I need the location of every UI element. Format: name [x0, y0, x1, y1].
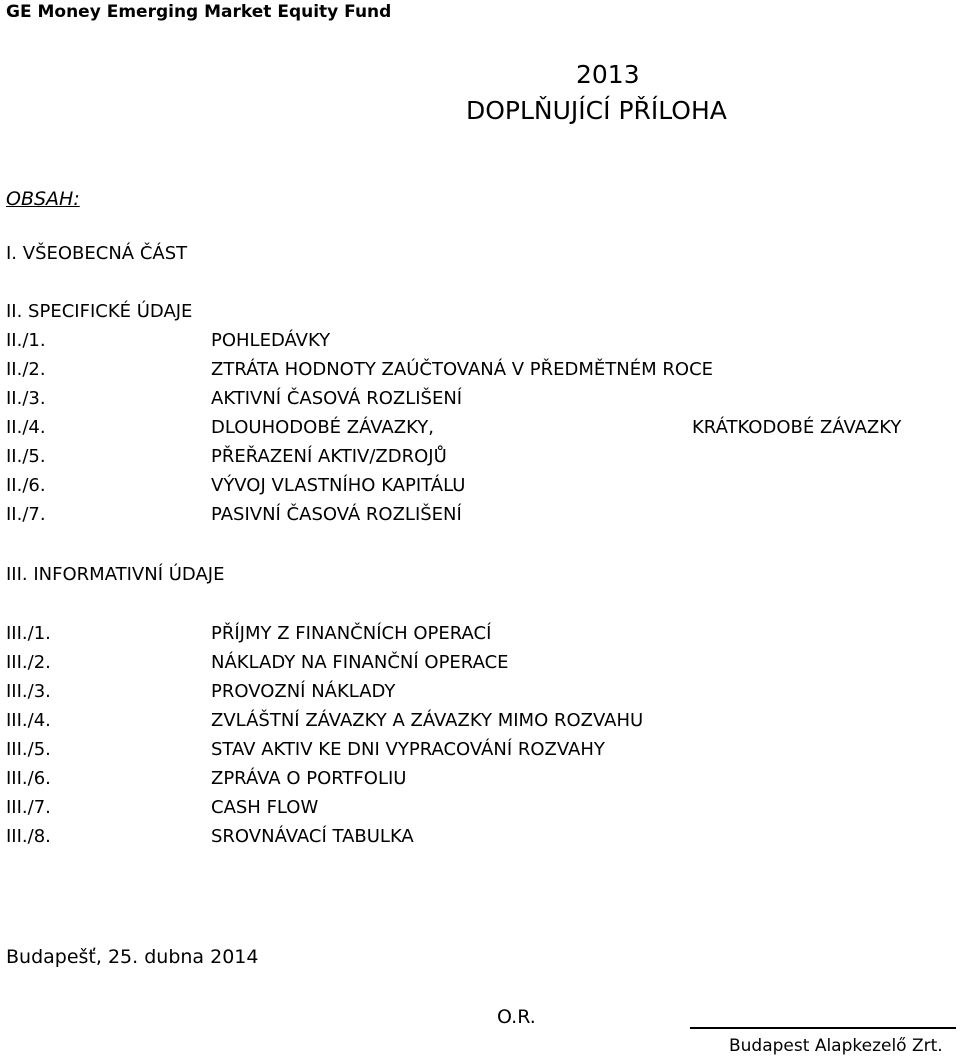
item-text: DLOUHODOBÉ ZÁVAZKY,: [211, 417, 434, 438]
item-text: PROVOZNÍ NÁKLADY: [211, 681, 396, 702]
item-text: ZVLÁŠTNÍ ZÁVAZKY A ZÁVAZKY MIMO ROZVAHU: [211, 710, 644, 731]
item-code: II./2.: [6, 359, 46, 380]
item-code: III./2.: [6, 652, 51, 673]
item-code: III./7.: [6, 797, 51, 818]
item-code: III./8.: [6, 826, 51, 847]
item-code: III./6.: [6, 768, 51, 789]
item-code: II./7.: [6, 504, 46, 525]
item-text-secondary: KRÁTKODOBÉ ZÁVAZKY: [692, 417, 902, 438]
signature-abbreviation: O.R.: [497, 1006, 536, 1028]
section-heading-general: I. VŠEOBECNÁ ČÁST: [6, 243, 188, 264]
item-text: VÝVOJ VLASTNÍHO KAPITÁLU: [211, 475, 466, 496]
contents-label: OBSAH:: [6, 188, 80, 210]
fund-name: GE Money Emerging Market Equity Fund: [6, 2, 392, 22]
item-code: III./1.: [6, 623, 51, 644]
item-text: NÁKLADY NA FINANČNÍ OPERACE: [211, 652, 509, 673]
place-and-date: Budapešť, 25. dubna 2014: [6, 946, 259, 968]
item-text: SROVNÁVACÍ TABULKA: [211, 826, 414, 847]
document-title: DOPLŇUJÍCÍ PŘÍLOHA: [466, 96, 727, 125]
item-text: POHLEDÁVKY: [211, 330, 331, 351]
item-text: PASIVNÍ ČASOVÁ ROZLIŠENÍ: [211, 504, 462, 525]
item-code: II./1.: [6, 330, 46, 351]
item-text: ZTRÁTA HODNOTY ZAÚČTOVANÁ V PŘEDMĚTNÉM ROCE: [211, 359, 714, 380]
item-code: III./4.: [6, 710, 51, 731]
item-text: PŘEŘAZENÍ AKTIV/ZDROJŮ: [211, 446, 447, 467]
report-year: 2013: [576, 60, 640, 89]
item-text: CASH FLOW: [211, 797, 319, 818]
item-text: STAV AKTIV KE DNI VYPRACOVÁNÍ ROZVAHY: [211, 739, 605, 760]
item-code: III./5.: [6, 739, 51, 760]
list-item: [6, 416, 956, 445]
item-text: AKTIVNÍ ČASOVÁ ROZLIŠENÍ: [211, 388, 463, 409]
item-code: II./4.: [6, 417, 46, 438]
section-heading-informative: III. INFORMATIVNÍ ÚDAJE: [6, 564, 225, 585]
signature-line: [690, 1027, 956, 1029]
section-heading-specific: II. SPECIFICKÉ ÚDAJE: [6, 301, 193, 322]
company-name: Budapest Alapkezelő Zrt.: [729, 1036, 943, 1056]
item-text: PŘÍJMY Z FINANČNÍCH OPERACÍ: [211, 623, 492, 644]
item-code: II./3.: [6, 388, 46, 409]
item-text: ZPRÁVA O PORTFOLIU: [211, 768, 407, 789]
item-code: III./3.: [6, 681, 51, 702]
item-code: II./6.: [6, 475, 46, 496]
item-code: II./5.: [6, 446, 46, 467]
